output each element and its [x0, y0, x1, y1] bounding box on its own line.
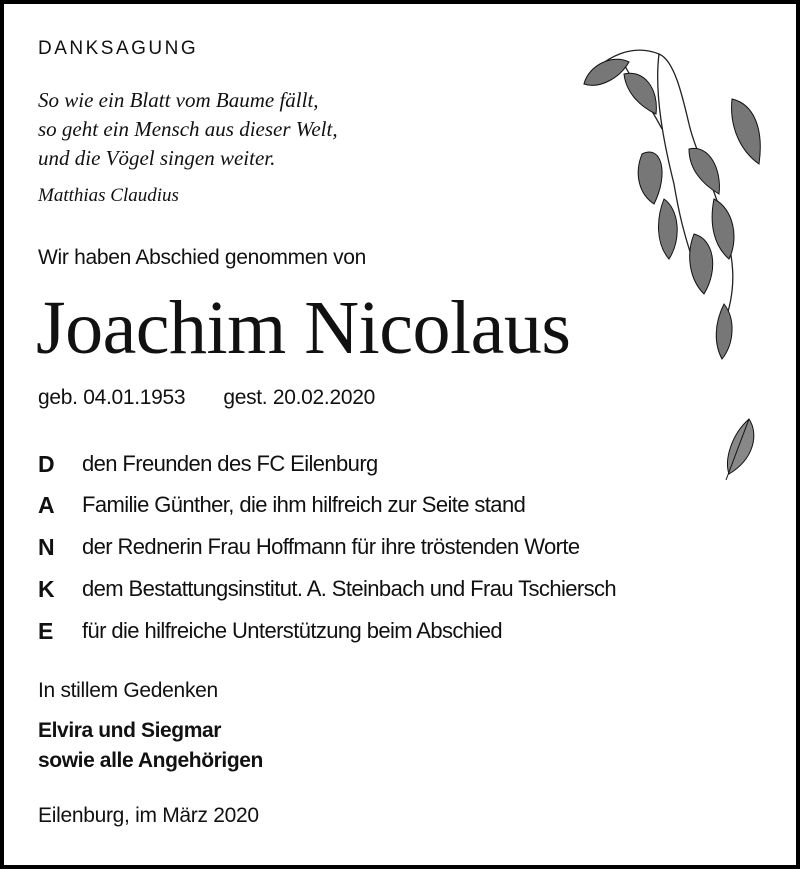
heading: DANKSAGUNG: [38, 38, 199, 59]
danke-text: den Freunden des FC Eilenburg: [82, 451, 378, 476]
danke-row: [38, 618, 502, 645]
poem-line: So wie ein Blatt vom Baume fällt,: [38, 88, 319, 112]
deceased-name: Joachim Nicolaus: [36, 286, 571, 370]
danke-letter: N: [38, 534, 55, 560]
danke-row: [38, 576, 616, 603]
danke-text: für die hilfreiche Unterstützung beim Abschied: [82, 618, 502, 643]
signer-line: Elvira und Siegmar: [38, 719, 222, 742]
danke-text: Familie Günther, die ihm hilfreich zur Seite stand: [82, 492, 526, 517]
memorial-text: In stillem Gedenken: [38, 679, 218, 702]
falling-leaf-illustration: [704, 414, 764, 484]
poem-author: Matthias Claudius: [38, 185, 179, 206]
danke-letter: A: [38, 492, 55, 518]
danke-letter: K: [38, 576, 55, 602]
danke-row: [38, 492, 525, 519]
danke-letter: E: [38, 618, 53, 644]
leaf-branch-illustration: [564, 34, 784, 374]
place-date: Eilenburg, im März 2020: [38, 804, 259, 827]
poem-line: und die Vögel singen weiter.: [38, 146, 276, 170]
intro-text: Wir haben Abschied genommen von: [38, 246, 367, 269]
danke-text: dem Bestattungsinstitut. A. Steinbach und Frau Tschiersch: [82, 576, 617, 601]
danke-row: [38, 534, 579, 561]
birth-date: geb. 04.01.1953: [38, 386, 186, 409]
death-date: gest. 20.02.2020: [223, 386, 375, 409]
signer-line: sowie alle Angehörigen: [38, 749, 263, 772]
danke-text: der Rednerin Frau Hoffmann für ihre tröstenden Worte: [82, 534, 580, 559]
danke-letter: D: [38, 451, 55, 477]
life-dates: [38, 386, 375, 410]
poem-line: so geht ein Mensch aus dieser Welt,: [38, 117, 338, 141]
danke-row: [38, 451, 378, 478]
